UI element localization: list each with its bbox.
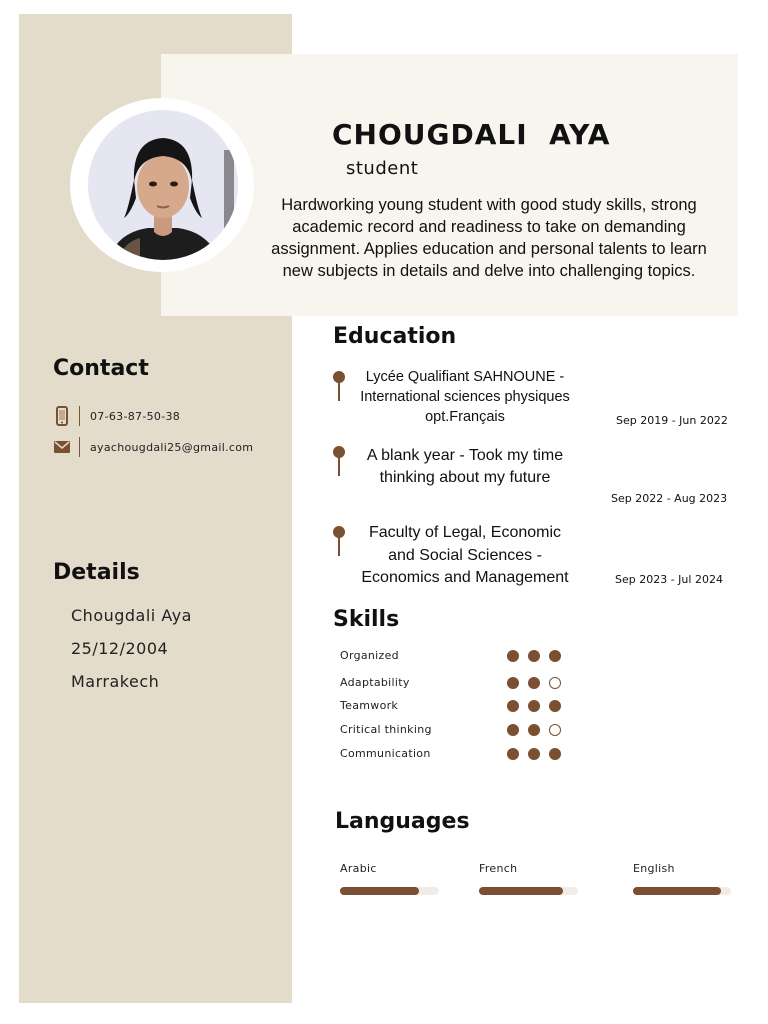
skill-rating-dot [507,724,519,736]
person-role: student [346,158,419,179]
skill-rating-dot [549,724,561,736]
envelope-icon [53,436,71,458]
contact-phone-row [53,405,180,427]
timeline-stem [338,456,340,476]
education-item-title: Lycée Qualifiant SAHNOUNE - International sciences physiques opt.Français [360,369,570,425]
person-name: CHOUGDALI AYA [332,118,611,151]
language-level-track [479,887,578,895]
phone-icon [53,405,71,427]
skill-rating-dot [549,677,561,689]
detail-full-name: Chougdali Aya [71,606,192,625]
skills-heading: Skills [333,607,400,632]
detail-city: Marrakech [71,672,160,691]
skill-rating-dot [528,650,540,662]
language-level-fill [479,887,563,895]
language-name: French [479,862,518,875]
languages-heading: Languages [335,809,470,834]
skill-rating-dot [507,748,519,760]
skill-name: Critical thinking [340,723,432,736]
skill-rating-dot [528,748,540,760]
skill-name: Teamwork [340,699,399,712]
portrait-image [88,110,238,260]
education-item-date: Sep 2022 - Aug 2023 [611,492,728,505]
skill-rating-dot [507,700,519,712]
contact-divider [79,406,80,426]
detail-birth-date: 25/12/2004 [71,639,169,658]
skill-name: Adaptability [340,676,410,689]
skill-rating-dot [507,677,519,689]
skill-rating-dot [528,677,540,689]
timeline-stem [338,536,340,556]
language-name: Arabic [340,862,377,875]
profile-photo [88,110,238,260]
profile-summary: Hardworking young student with good study skills, strong academic record and readiness to take on demanding assignment. Applies education and personal talents to learn new subjects in details and delve into challenging topics. [271,196,707,280]
skill-rating-dot [549,748,561,760]
education-item-title: A blank year - Took my time thinking about my future [366,447,564,486]
skill-rating-dot [549,700,561,712]
language-name: English [633,862,675,875]
skill-rating-dot [549,650,561,662]
language-level-track [633,887,731,895]
education-heading: Education [333,324,457,349]
contact-heading: Contact [53,356,149,381]
timeline-stem [338,381,340,401]
skill-name: Organized [340,649,399,662]
language-level-track [340,887,439,895]
details-heading: Details [53,560,140,585]
education-item-title: Faculty of Legal, Economic and Social Sciences - Economics and Management [361,524,569,586]
skill-rating-dot [528,700,540,712]
contact-divider [79,437,80,457]
email-address[interactable]: ayachougdali25@gmail.com [90,440,254,454]
language-level-fill [633,887,721,895]
education-item-date: Sep 2019 - Jun 2022 [616,414,728,427]
phone-number[interactable]: 07-63-87-50-38 [90,409,181,423]
skill-rating-dot [528,724,540,736]
language-level-fill [340,887,419,895]
education-item-date: Sep 2023 - Jul 2024 [615,573,723,586]
contact-email-row [53,436,253,458]
skill-rating-dot [507,650,519,662]
skill-name: Communication [340,747,431,760]
